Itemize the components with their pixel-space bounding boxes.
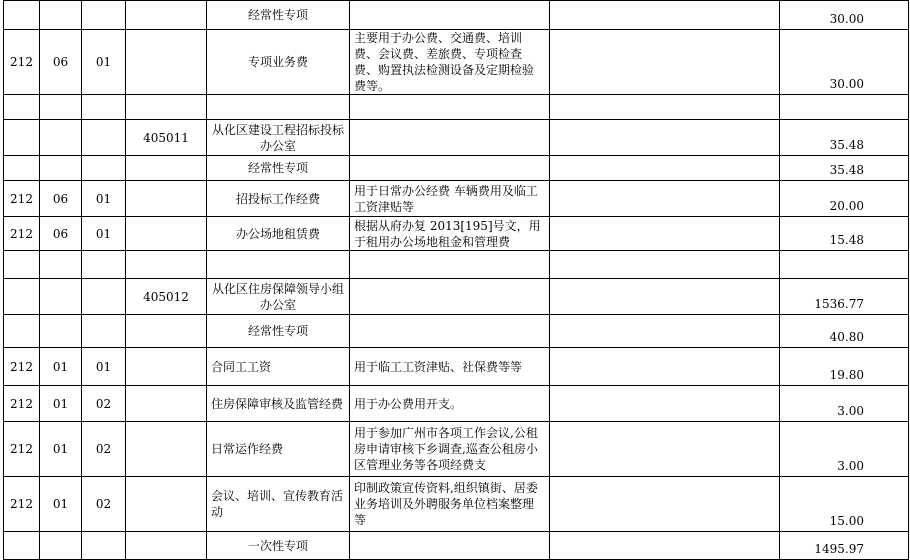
subcategory-code-cell: 01 [40, 422, 82, 477]
amount-cell [780, 95, 909, 120]
table-row [4, 348, 909, 386]
table-row [4, 1, 909, 30]
subcategory-code-cell: 01 [40, 386, 82, 422]
empty-cell [550, 156, 780, 181]
empty-cell [550, 251, 780, 279]
project-name-cell: 招投标工作经费 [207, 181, 350, 217]
item-code-cell: 01 [82, 348, 126, 386]
table-row [4, 386, 909, 422]
item-code-cell: 02 [82, 422, 126, 477]
project-name-cell [207, 95, 350, 120]
project-name-cell: 日常运作经费 [207, 422, 350, 477]
item-code-cell [82, 251, 126, 279]
description-cell: 用于临工工资津贴、社保费等等 [350, 348, 550, 386]
empty-cell [550, 348, 780, 386]
table-row [4, 95, 909, 120]
subcategory-code-cell: 01 [40, 477, 82, 532]
category-code-cell: 212 [4, 477, 40, 532]
item-code-cell: 02 [82, 477, 126, 532]
empty-cell [550, 315, 780, 348]
item-code-cell [82, 279, 126, 315]
project-name-cell: 经常性专项 [207, 156, 350, 181]
unit-code-cell [126, 95, 207, 120]
amount-cell: 19.80 [780, 348, 909, 386]
category-code-cell [4, 315, 40, 348]
amount-cell: 3.00 [780, 386, 909, 422]
project-name-cell: 办公场地租赁费 [207, 217, 350, 251]
subcategory-code-cell: 06 [40, 181, 82, 217]
table-row [4, 422, 909, 477]
subcategory-code-cell [40, 120, 82, 156]
empty-cell [550, 477, 780, 532]
unit-code-cell [126, 386, 207, 422]
subcategory-code-cell [40, 95, 82, 120]
unit-code-cell [126, 1, 207, 30]
unit-code-cell [126, 217, 207, 251]
description-cell [350, 315, 550, 348]
unit-code-cell [126, 348, 207, 386]
unit-code-cell: 405012 [126, 279, 207, 315]
description-cell [350, 251, 550, 279]
subcategory-code-cell [40, 1, 82, 30]
subcategory-code-cell [40, 279, 82, 315]
description-cell: 用于日常办公经费 车辆费用及临工工资津贴等 [350, 181, 550, 217]
empty-cell [550, 422, 780, 477]
category-code-cell: 212 [4, 30, 40, 95]
item-code-cell [82, 156, 126, 181]
project-name-cell: 住房保障审核及监管经费 [207, 386, 350, 422]
project-name-cell: 经常性专项 [207, 315, 350, 348]
category-code-cell [4, 95, 40, 120]
table-row [4, 279, 909, 315]
description-cell: 用于办公费用开支。 [350, 386, 550, 422]
item-code-cell [82, 120, 126, 156]
empty-cell [550, 95, 780, 120]
amount-cell: 1495.97 [780, 532, 909, 560]
amount-cell: 30.00 [780, 30, 909, 95]
item-code-cell: 01 [82, 217, 126, 251]
table-row [4, 181, 909, 217]
category-code-cell [4, 156, 40, 181]
category-code-cell: 212 [4, 386, 40, 422]
item-code-cell: 01 [82, 30, 126, 95]
item-code-cell [82, 95, 126, 120]
table-body [4, 1, 909, 560]
table-row [4, 30, 909, 95]
unit-code-cell: 405011 [126, 120, 207, 156]
empty-cell [550, 181, 780, 217]
subcategory-code-cell: 01 [40, 348, 82, 386]
table-row [4, 477, 909, 532]
project-name-cell: 从化区住房保障领导小组办公室 [207, 279, 350, 315]
category-code-cell: 212 [4, 348, 40, 386]
amount-cell [780, 251, 909, 279]
amount-cell: 3.00 [780, 422, 909, 477]
table-row [4, 120, 909, 156]
amount-cell: 1536.77 [780, 279, 909, 315]
empty-cell [550, 279, 780, 315]
amount-cell: 15.00 [780, 477, 909, 532]
item-code-cell: 02 [82, 386, 126, 422]
subcategory-code-cell [40, 251, 82, 279]
item-code-cell [82, 315, 126, 348]
description-cell [350, 279, 550, 315]
unit-code-cell [126, 156, 207, 181]
description-cell: 主要用于办公费、交通费、培训费、会议费、差旅费、专项检查费、购置执法检测设备及定期检验费等。 [350, 30, 550, 95]
empty-cell [550, 30, 780, 95]
category-code-cell [4, 279, 40, 315]
subcategory-code-cell: 06 [40, 217, 82, 251]
category-code-cell [4, 251, 40, 279]
project-name-cell: 会议、培训、宣传教育活动 [207, 477, 350, 532]
amount-cell: 40.80 [780, 315, 909, 348]
description-cell: 根据从府办复 2013[195]号文，用于租用办公场地租金和管理费 [350, 217, 550, 251]
table-row [4, 217, 909, 251]
budget-table [3, 0, 909, 560]
empty-cell [550, 217, 780, 251]
empty-cell [550, 386, 780, 422]
description-cell [350, 95, 550, 120]
unit-code-cell [126, 251, 207, 279]
table-row [4, 156, 909, 181]
amount-cell: 20.00 [780, 181, 909, 217]
amount-cell: 30.00 [780, 1, 909, 30]
subcategory-code-cell [40, 315, 82, 348]
project-name-cell [207, 251, 350, 279]
unit-code-cell [126, 315, 207, 348]
empty-cell [550, 1, 780, 30]
table-row [4, 315, 909, 348]
category-code-cell: 212 [4, 181, 40, 217]
amount-cell: 15.48 [780, 217, 909, 251]
unit-code-cell [126, 30, 207, 95]
description-cell: 印制政策宣传资料,组织镇街、居委业务培训及外聘服务单位档案整理等 [350, 477, 550, 532]
category-code-cell: 212 [4, 217, 40, 251]
subcategory-code-cell: 06 [40, 30, 82, 95]
category-code-cell [4, 1, 40, 30]
category-code-cell: 212 [4, 422, 40, 477]
project-name-cell: 从化区建设工程招标投标办公室 [207, 120, 350, 156]
project-name-cell: 一次性专项 [207, 532, 350, 560]
project-name-cell: 专项业务费 [207, 30, 350, 95]
category-code-cell [4, 120, 40, 156]
item-code-cell: 01 [82, 181, 126, 217]
project-name-cell: 合同工工资 [207, 348, 350, 386]
description-cell: 用于参加广州市各项工作会议,公租房申请审核下乡调查,巡查公租房小区管理业务等各项经费支 [350, 422, 550, 477]
item-code-cell [82, 1, 126, 30]
subcategory-code-cell [40, 156, 82, 181]
unit-code-cell [126, 181, 207, 217]
description-cell [350, 120, 550, 156]
project-name-cell: 经常性专项 [207, 1, 350, 30]
unit-code-cell [126, 422, 207, 477]
description-cell [350, 1, 550, 30]
amount-cell: 35.48 [780, 156, 909, 181]
amount-cell: 35.48 [780, 120, 909, 156]
table-row [4, 251, 909, 279]
description-cell [350, 156, 550, 181]
empty-cell [550, 120, 780, 156]
unit-code-cell [126, 477, 207, 532]
